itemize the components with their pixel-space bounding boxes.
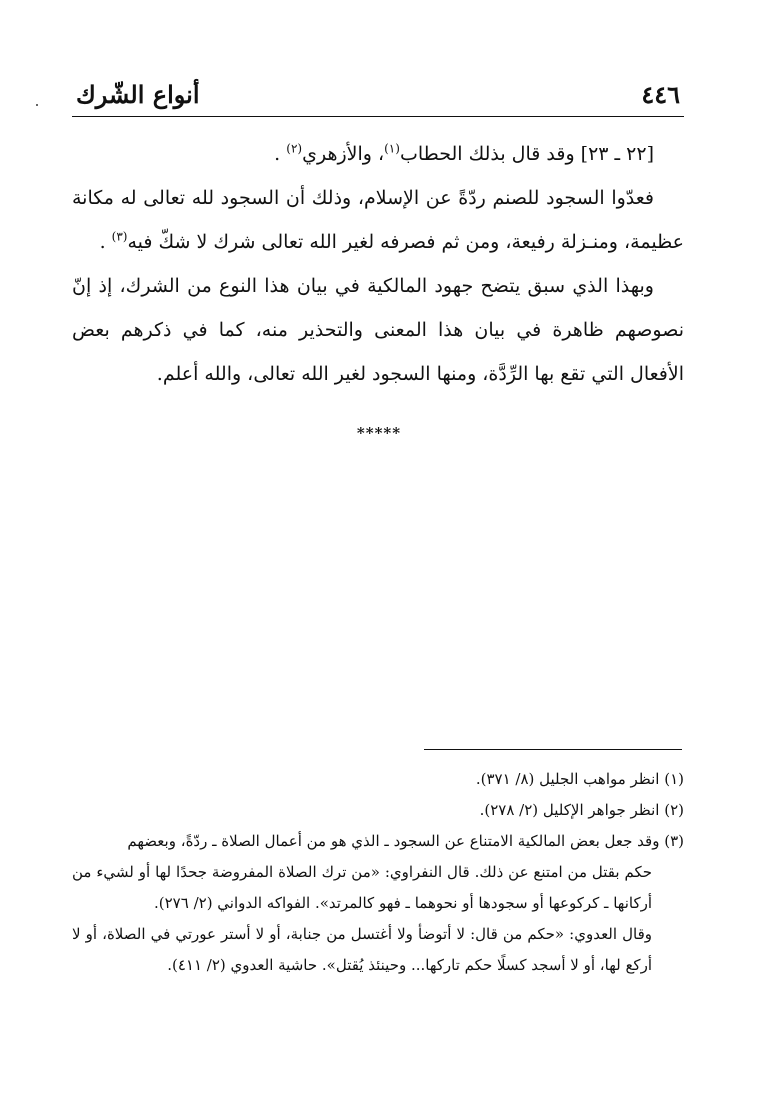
section-separator: ***** bbox=[356, 424, 402, 442]
paragraph-1-text: [٢٢ ـ ٢٣] وقد قال بذلك الحطاب bbox=[399, 143, 654, 165]
paragraph-2 bbox=[72, 176, 684, 264]
footnote-3-line-1: (٣) وقد جعل بعض المالكية الامتناع عن السجود ـ الذي هو من أعمال الصلاة ـ ردّةً، وبعضهم bbox=[127, 832, 684, 850]
footnote-2: (٢) انظر جواهر الإكليل (٢/ ٢٧٨). bbox=[479, 801, 684, 819]
footnote-rule bbox=[424, 749, 682, 750]
footnote-3-line-3: وقال العدوي: «حكم من قال: لا أتوضأ ولا أغتسل من جنابة، أو لا أستر عورتي في الصلاة، أو لا أركع لها، أو لا أسجد كسلًا حكم تاركها... وحينئذ يُقتل». حاشية العدوي (٢/ ٤١١). bbox=[72, 925, 652, 974]
page-header bbox=[72, 76, 684, 117]
footnote-ref-2: (٢) bbox=[286, 141, 303, 156]
running-title: أنواع الشّرك bbox=[76, 80, 200, 109]
paragraph-3: وبهذا الذي سبق يتضح جهود المالكية في بيان هذا النوع من الشرك، إذ إنّ نصوصهم ظاهرة في بيان هذا المعنى والتحذير منه، كما في ذكرهم بعض الأفعال التي تقع بها الرِّدَّة، ومنها السجود لغير الله تعالى، والله أعلم. bbox=[72, 275, 684, 385]
paragraph-1 bbox=[72, 132, 684, 176]
footnote-1: (١) انظر مواهب الجليل (٨/ ٣٧١). bbox=[475, 770, 684, 788]
footnotes bbox=[72, 764, 684, 981]
page-number: ٤٤٦ bbox=[641, 80, 680, 109]
paragraph-2-end: . bbox=[99, 231, 106, 253]
footnote-3-line-2: حكم بقتل من امتنع عن ذلك. قال النفراوي: «من ترك الصلاة المفروضة جحدًا لها أو لشيء من أركانها ـ كركوعها أو سجودها أو نحوهما ـ فهو كالمرتد». الفواكه الدواني (٢/ ٢٧٦). bbox=[72, 863, 652, 912]
scan-speck bbox=[36, 104, 38, 106]
footnote-ref-1: (١) bbox=[384, 141, 400, 156]
paragraph-1-mid: ، والأزهري bbox=[302, 143, 385, 165]
footnote-ref-3: (٣) bbox=[111, 229, 128, 244]
paragraph-1-end: . bbox=[274, 143, 281, 165]
paragraph-2-text: فعدّوا السجود للصنم ردّةً عن الإسلام، وذلك أن السجود لله تعالى له مكانة عظيمة، ومنـزلة رفيعة، ومن ثم فصرفه لغير الله تعالى شرك لا شكّ فيه bbox=[72, 187, 684, 253]
main-text bbox=[72, 132, 684, 396]
